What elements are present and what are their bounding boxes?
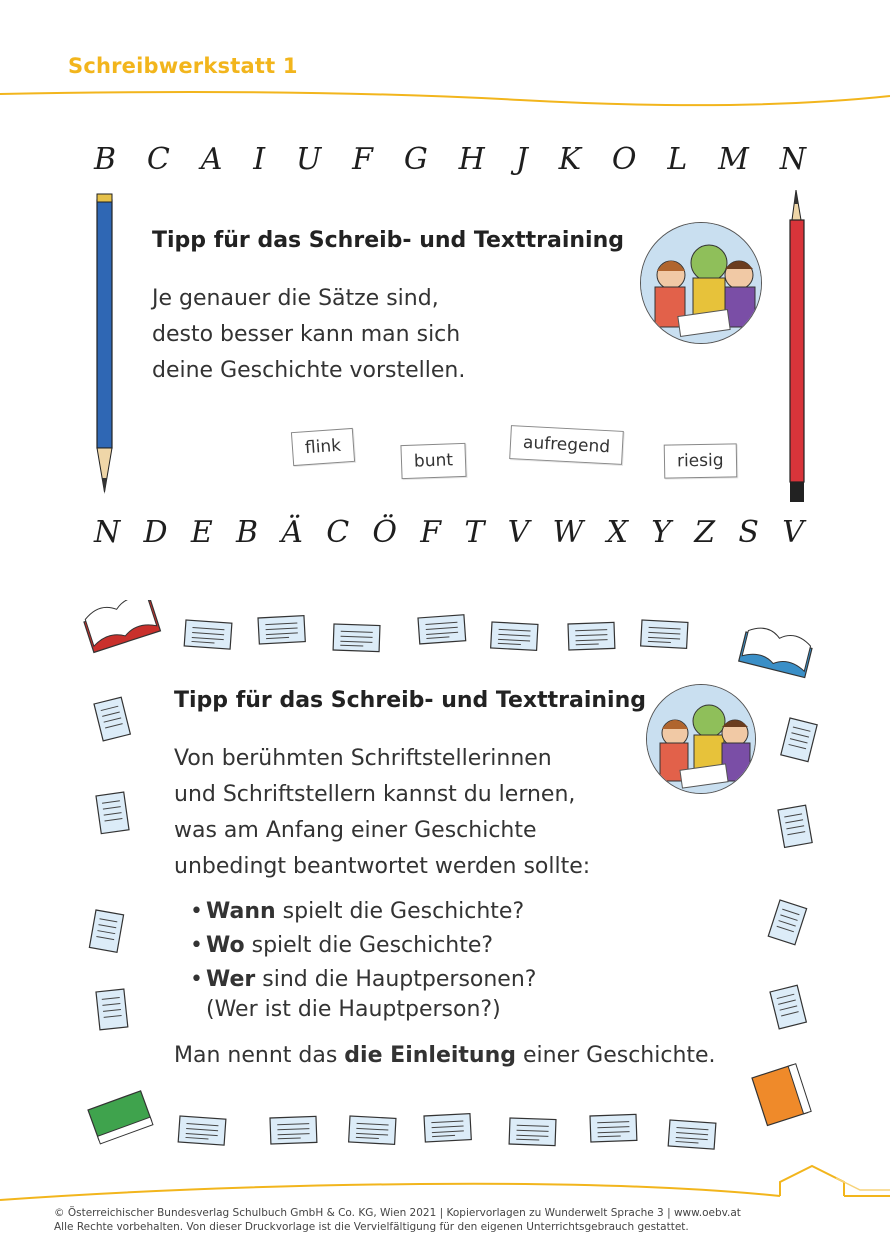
text-line: was am Anfang einer Geschichte (174, 818, 537, 843)
rights-line: Alle Rechte vorbehalten. Von dieser Druckvorlage ist die Vervielfältigung für den eigenen Unterrichtsgebrauch gestattet. (54, 1221, 689, 1233)
tipp-title-2: Tipp für das Schreib- und Texttraining (174, 688, 647, 713)
tipp-title-1: Tipp für das Schreib- und Texttraining (152, 228, 625, 253)
letters-row-bottom (94, 515, 804, 550)
letter: G (403, 142, 428, 177)
page-title: Schreibwerkstatt 1 (68, 54, 298, 78)
letter: X (606, 515, 628, 550)
letter: J (515, 142, 528, 177)
tipp-text-1 (152, 281, 465, 389)
letter: V (507, 515, 530, 550)
letter: U (295, 142, 322, 177)
children-illustration-icon (640, 222, 762, 344)
header-wave-line (0, 84, 890, 114)
children-illustration-icon-2 (646, 684, 756, 794)
letter: K (558, 142, 581, 177)
letter: H (458, 142, 485, 177)
letter: C (326, 515, 350, 550)
text-line: Je genauer die Sätze sind, (152, 286, 439, 311)
footer (54, 1206, 741, 1234)
tipp-intro-2 (174, 741, 590, 885)
letter: S (738, 515, 759, 550)
letter: B (235, 515, 259, 550)
blue-pencil-icon (92, 192, 118, 512)
paper-frame-decoration (0, 600, 890, 1170)
letter: A (200, 142, 223, 177)
letter: L (667, 142, 688, 177)
word-card: riesig (664, 443, 737, 478)
letters-row-top (94, 142, 806, 177)
list-item: • Wer sind die Hauptpersonen? (190, 963, 536, 997)
letter: Ö (372, 515, 398, 550)
text-line: unbedingt beantwortet werden sollte: (174, 854, 591, 879)
letter: F (420, 515, 442, 550)
bullet-note: (Wer ist die Hauptperson?) (206, 997, 501, 1022)
letter: W (552, 515, 584, 550)
closing-sentence: Man nennt das die Einleitung einer Geschichte. (174, 1043, 716, 1068)
letter: F (352, 142, 373, 177)
letter: N (94, 515, 121, 550)
letter: D (143, 515, 168, 550)
footer-wave-line (0, 1160, 890, 1210)
letter: T (464, 515, 485, 550)
red-pencil-icon (784, 190, 810, 512)
letter: V (782, 515, 804, 550)
word-card: flink (291, 428, 355, 466)
text-line: Von berühmten Schriftstellerinnen (174, 746, 552, 771)
word-card: bunt (400, 443, 466, 479)
copyright-line: © Österreichischer Bundesverlag Schulbuch GmbH & Co. KG, Wien 2021 | Kopiervorlagen zu Wunderwelt Sprache 3 | www.oebv.at (54, 1207, 741, 1219)
list-item: • Wann spielt die Geschichte? (190, 895, 536, 929)
list-item: • Wo spielt die Geschichte? (190, 929, 536, 963)
letter: Y (651, 515, 672, 550)
letter: M (718, 142, 749, 177)
letter: B (94, 142, 117, 177)
text-line: desto besser kann man sich (152, 322, 461, 347)
text-line: und Schriftstellern kannst du lernen, (174, 782, 576, 807)
letter: I (253, 142, 266, 177)
letter: Z (694, 515, 716, 550)
letter: Ä (281, 515, 303, 550)
letter: N (779, 142, 806, 177)
text-line: deine Geschichte vorstellen. (152, 358, 466, 383)
question-list (190, 895, 536, 997)
word-card: aufregend (509, 425, 624, 465)
letter: E (190, 515, 213, 550)
letter: O (611, 142, 637, 177)
letter: C (146, 142, 170, 177)
